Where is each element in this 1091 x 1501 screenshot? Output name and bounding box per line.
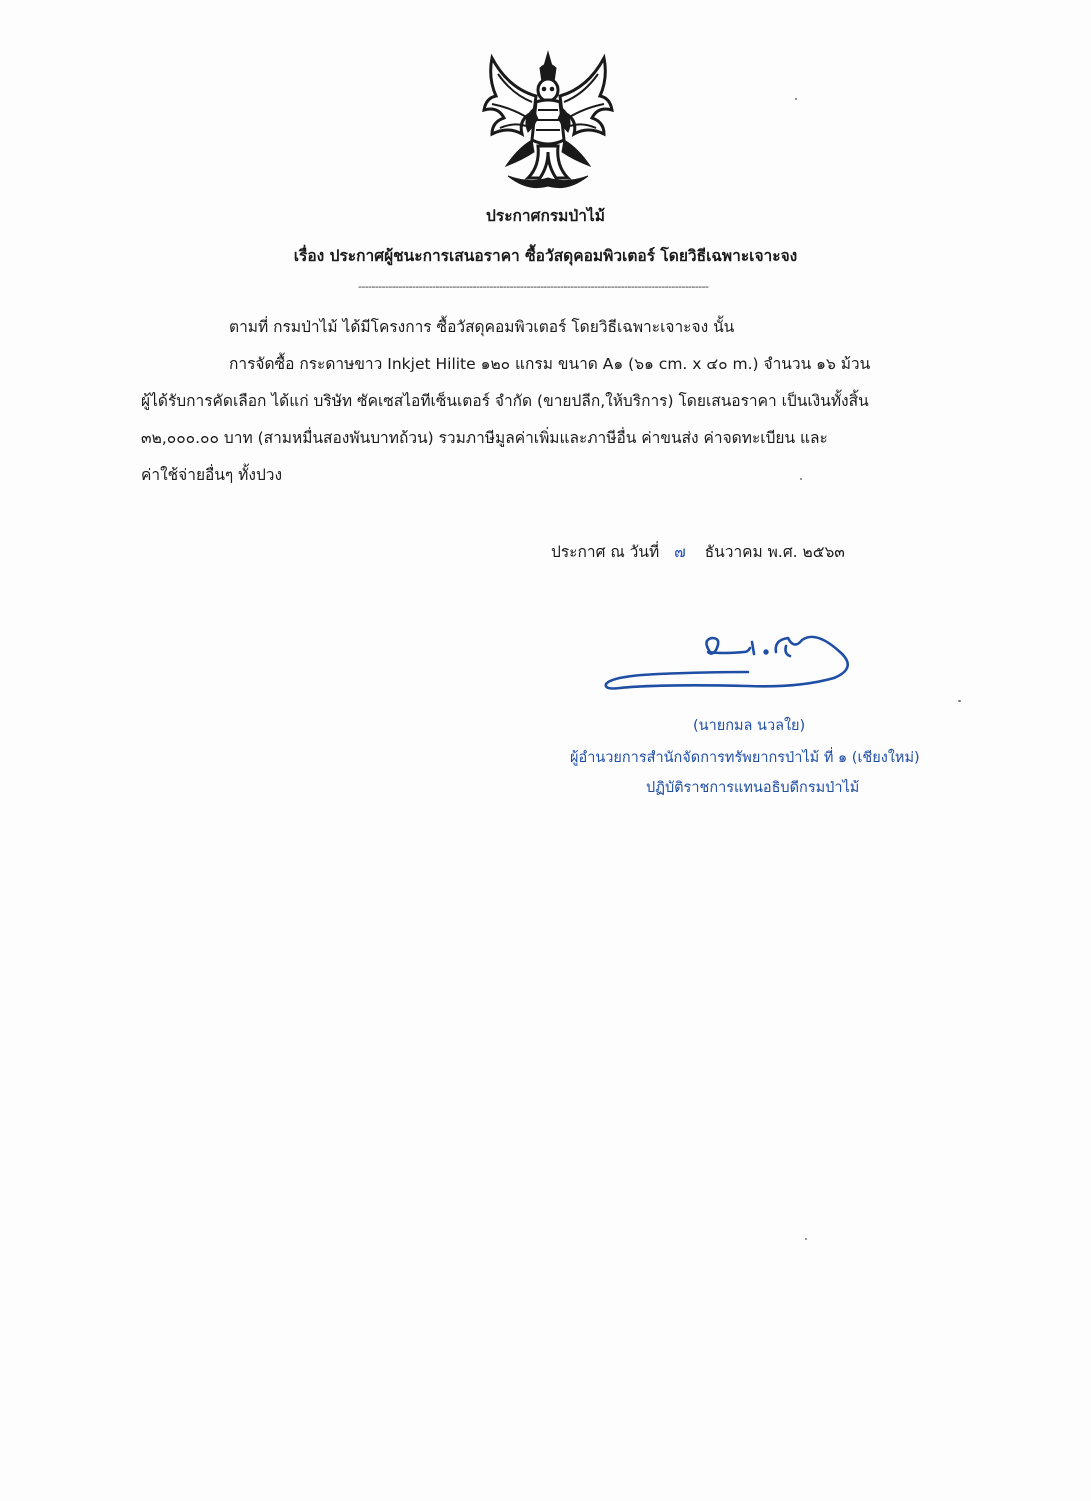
announcement-title: ประกาศกรมป่าไม้	[486, 207, 605, 225]
body-paragraph-line: ค่าใช้จ่ายอื่นๆ ทั้งปวง	[141, 466, 283, 484]
signatory-acting: ปฏิบัติราชการแทนอธิบดีกรมป่าไม้	[646, 780, 860, 796]
body-paragraph-line: ผู้ได้รับการคัดเลือก ได้แก่ บริษัท ซัคเซสไอทีเซ็นเตอร์ จำกัด (ขายปลีก,ให้บริการ) โดยเสนอราคา เป็นเงินทั้งสิ้น	[141, 392, 869, 410]
date-prefix: ประกาศ ณ วันที่	[551, 543, 660, 561]
announcement-date	[551, 539, 845, 564]
scan-speck	[795, 98, 797, 100]
announcement-subject: เรื่อง ประกาศผู้ชนะการเสนอราคา ซื้อวัสดุคอมพิวเตอร์ โดยวิธีเฉพาะเจาะจง	[293, 247, 798, 265]
signatory-position: ผู้อำนวยการสำนักจัดการทรัพยากรป่าไม้ ที่ ๑ (เชียงใหม่)	[570, 750, 920, 766]
scan-speck	[958, 700, 961, 702]
handwritten-signature	[598, 622, 868, 702]
garuda-emblem-icon	[478, 48, 618, 198]
scan-speck	[805, 1238, 807, 1240]
signatory-name: (นายกมล นวลใย)	[693, 718, 806, 734]
body-paragraph-line: ๓๒,๐๐๐.๐๐ บาท (สามหมื่นสองพันบาทถ้วน) รวมภาษีมูลค่าเพิ่มและภาษีอื่น ค่าขนส่ง ค่าจดทะเบียน และ	[141, 429, 828, 447]
date-month-year: ธันวาคม พ.ศ. ๒๕๖๓	[704, 543, 845, 561]
date-day: ๗	[674, 543, 686, 561]
header-divider: --------------------------------------------------------------------------------------------------------	[358, 282, 709, 292]
body-paragraph-line: การจัดซื้อ กระดาษขาว Inkjet Hilite ๑๒๐ แกรม ขนาด A๑ (๖๑ cm. x ๔๐ m.) จำนวน ๑๖ ม้วน	[229, 355, 871, 373]
scan-speck	[800, 478, 802, 480]
body-paragraph-line: ตามที่ กรมป่าไม้ ได้มีโครงการ ซื้อวัสดุคอมพิวเตอร์ โดยวิธีเฉพาะเจาะจง นั้น	[229, 318, 735, 336]
